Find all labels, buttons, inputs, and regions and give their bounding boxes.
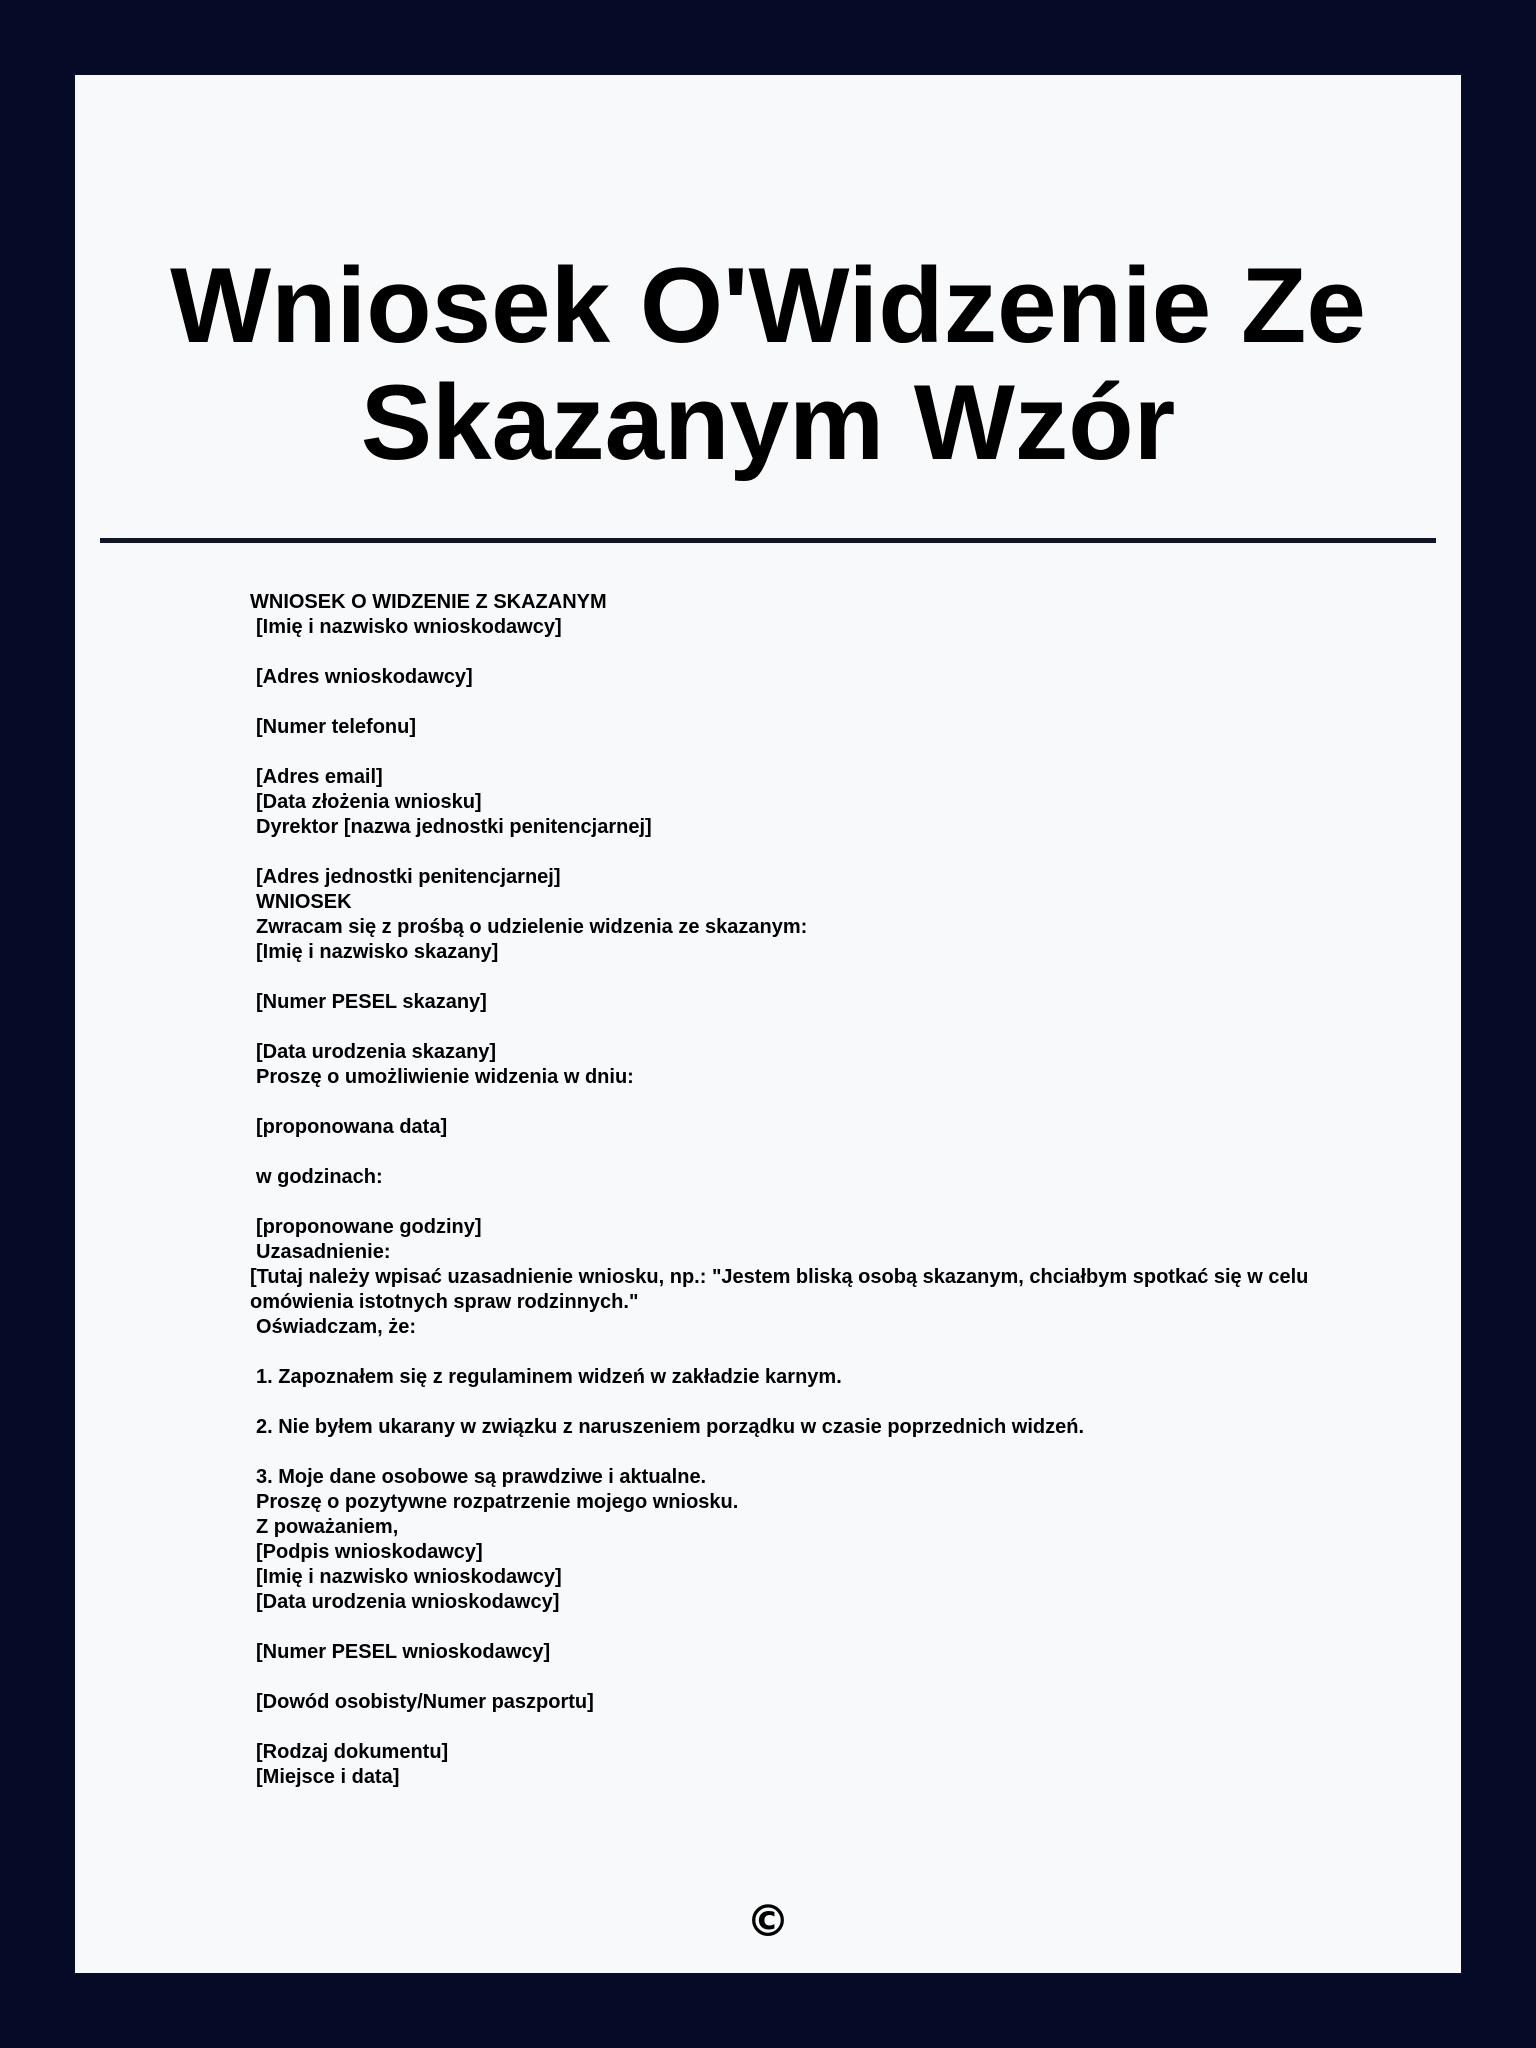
blank-line [250,1715,1360,1740]
blank-line [250,1140,1360,1165]
signer-name: [Imię i nazwisko wnioskodawcy] [256,1566,562,1588]
blank-line [250,965,1360,990]
convict-pesel: [Numer PESEL skazany] [256,991,487,1013]
blank-line [250,740,1360,765]
place-and-date: [Miejsce i data] [256,1766,400,1788]
blank-line [250,1615,1360,1640]
convict-name: [Imię i nazwisko skazany] [256,941,499,963]
blank-line [250,1665,1360,1690]
hours-intro: w godzinach: [256,1166,383,1188]
applicant-email: [Adres email] [256,766,383,788]
declaration-title: Oświadczam, że: [256,1316,417,1338]
applicant-name: [Imię i nazwisko wnioskodawcy] [256,616,562,638]
blank-line [250,1190,1360,1215]
signer-pesel: [Numer PESEL wnioskodawcy] [256,1641,551,1663]
applicant-phone: [Numer telefonu] [256,716,416,738]
blank-line [250,690,1360,715]
title-divider [100,538,1436,543]
section-title: WNIOSEK [256,891,352,913]
regards: Z poważaniem, [256,1516,399,1538]
blank-line [250,1015,1360,1040]
convict-birthdate: [Data urodzenia skazany] [256,1041,497,1063]
letter-heading: WNIOSEK O WIDZENIE Z SKAZANYM [250,591,607,613]
applicant-address: [Adres wnioskodawcy] [256,666,473,688]
copyright-icon: © [746,1896,790,1947]
declaration-item-2: 2. Nie byłem ukarany w związku z naruszeniem porządku w czasie poprzednich widzeń. [256,1416,1085,1438]
id-document: [Dowód osobisty/Numer paszportu] [256,1691,594,1713]
blank-line [250,1090,1360,1115]
request-intro: Zwracam się z prośbą o udzielenie widzenia ze skazanym: [256,916,808,938]
declaration-item-3: 3. Moje dane osobowe są prawdziwe i aktualne. [256,1466,707,1488]
blank-line [250,640,1360,665]
justification-title: Uzasadnienie: [256,1241,391,1263]
blank-line [250,840,1360,865]
recipient: Dyrektor [nazwa jednostki penitencjarnej] [256,816,652,838]
signature: [Podpis wnioskodawcy] [256,1541,483,1563]
submission-date: [Data złożenia wniosku] [256,791,482,813]
visit-date-intro: Proszę o umożliwienie widzenia w dniu: [256,1066,634,1088]
justification-text: [Tutaj należy wpisać uzasadnienie wniosku, np.: "Jestem bliską osobą skazanym, chciałbym spotkać się w celu omówienia istotnych spraw rodzinnych." [250,1266,1309,1313]
declaration-item-1: 1. Zapoznałem się z regulaminem widzeń w zakładzie karnym. [256,1366,842,1388]
blank-line [250,1440,1360,1465]
blank-line [250,1390,1360,1415]
proposed-hours: [proponowane godziny] [256,1216,482,1238]
letter-body [250,590,1360,1790]
page-title: Wniosek O'Widzenie Ze Skazanym Wzór [170,245,1366,482]
recipient-address: [Adres jednostki penitencjarnej] [256,866,561,888]
proposed-date: [proponowana data] [256,1116,448,1138]
document-type: [Rodzaj dokumentu] [256,1741,449,1763]
blank-line [250,1340,1360,1365]
signer-birthdate: [Data urodzenia wnioskodawcy] [256,1591,560,1613]
closing-request: Proszę o pozytywne rozpatrzenie mojego wniosku. [256,1491,739,1513]
document-page [75,75,1461,1973]
